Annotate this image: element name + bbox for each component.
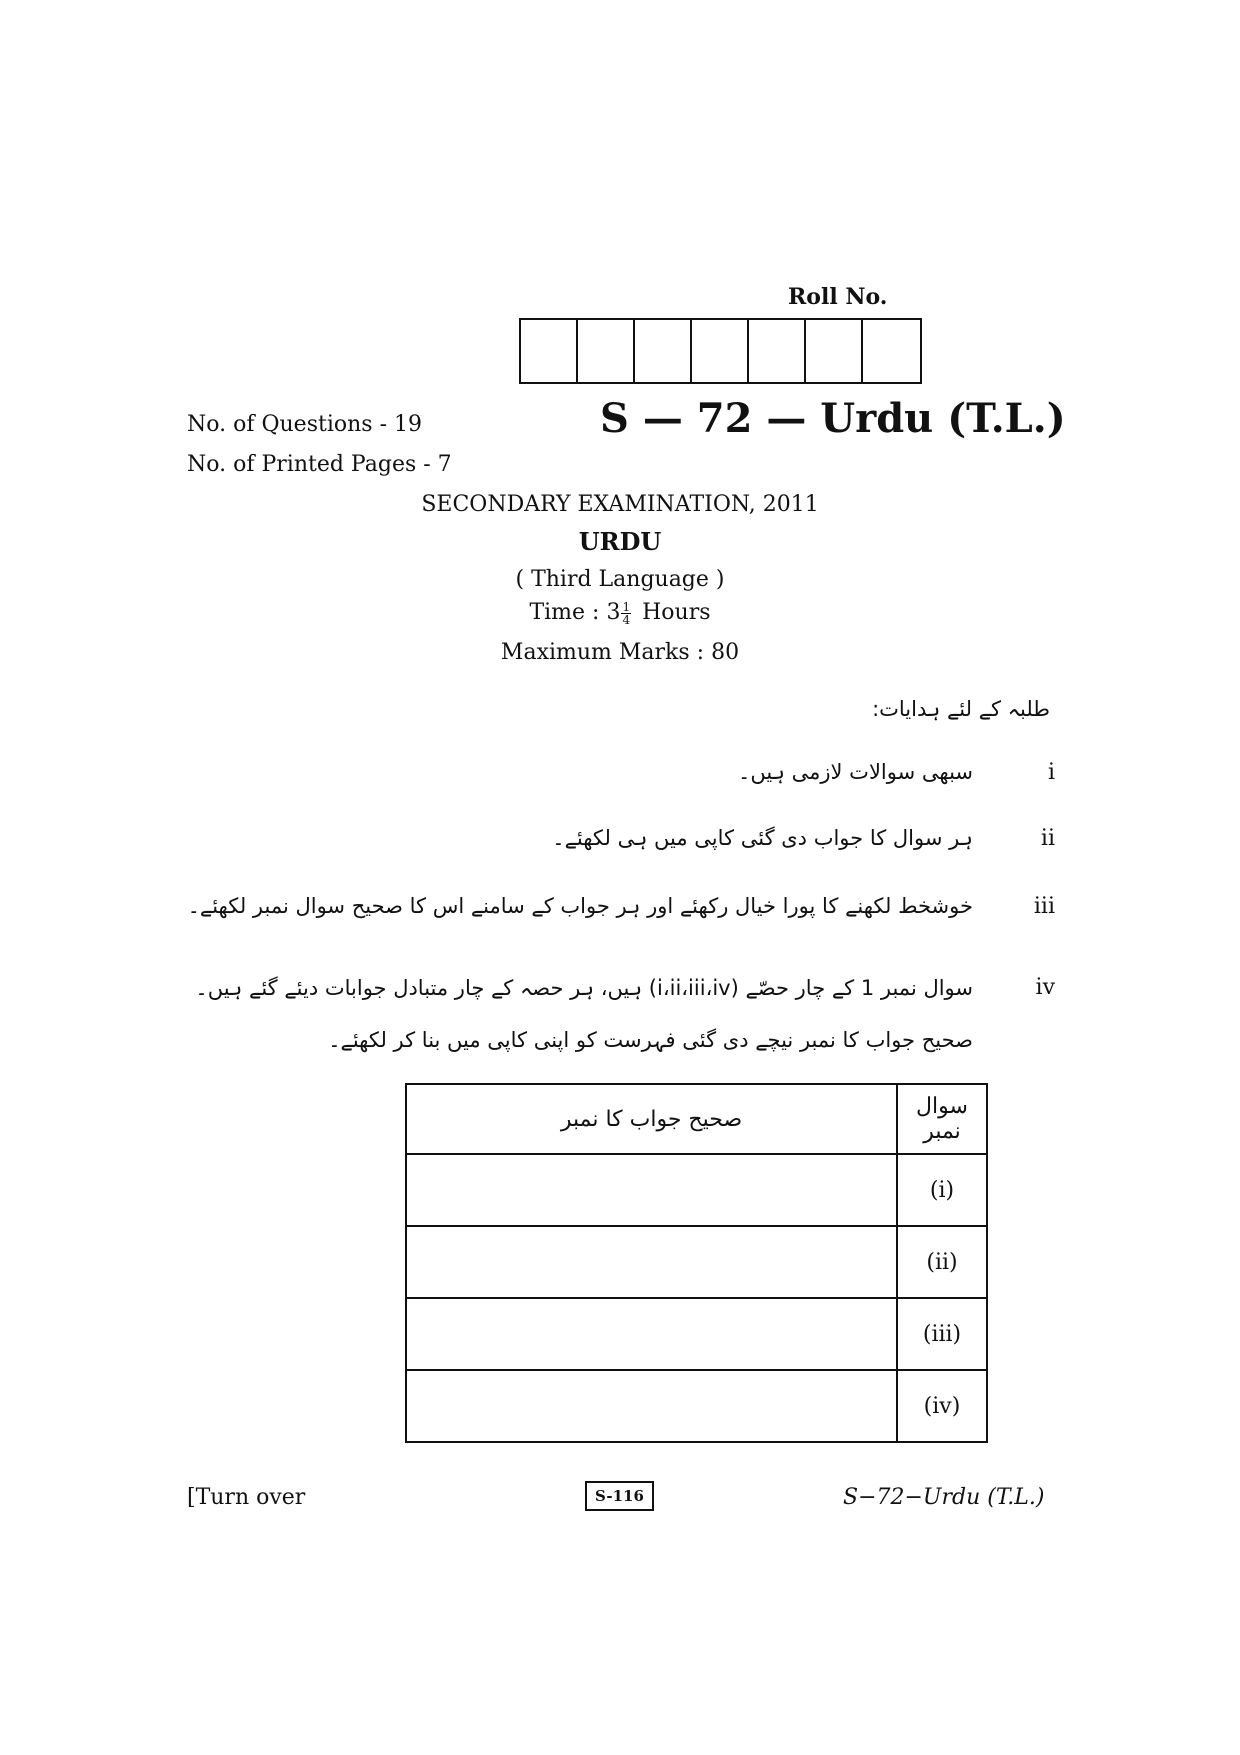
question-number-cell: (i) xyxy=(897,1154,987,1226)
roll-number-label: Roll No. xyxy=(788,284,888,310)
subject-title: URDU xyxy=(578,527,662,556)
instructions-heading: طلبہ کے لئے ہدایات: xyxy=(872,697,1050,721)
instruction-item xyxy=(185,760,1055,785)
instruction-number: iii xyxy=(1033,894,1055,919)
time-fraction xyxy=(621,601,631,626)
footer-paper-code: S−72−Urdu (T.L.) xyxy=(843,1485,1045,1510)
roll-number-box[interactable] xyxy=(749,320,806,382)
instruction-text: خوشخط لکھنے کا پورا خیال رکھئے اور ہر جواب کے سامنے اس کا صحیح سوال نمبر لکھئے۔ xyxy=(187,894,973,918)
turn-over-note: [Turn over xyxy=(187,1485,306,1510)
fraction-denominator: 4 xyxy=(622,612,631,627)
instruction-number: i xyxy=(1047,760,1055,785)
roll-number-box[interactable] xyxy=(635,320,692,382)
roll-number-box[interactable] xyxy=(863,320,920,382)
instruction-item xyxy=(185,826,1055,851)
roll-number-box[interactable] xyxy=(521,320,578,382)
answer-column-header: صحیح جواب کا نمبر xyxy=(406,1084,897,1154)
page-code-box: S-116 xyxy=(585,1481,654,1511)
question-number-cell: (iii) xyxy=(897,1298,987,1370)
instruction-text: ہر سوال کا جواب دی گئی کاپی میں ہی لکھئے۔ xyxy=(552,826,973,850)
roll-number-boxes xyxy=(519,318,922,384)
answer-cell[interactable] xyxy=(406,1154,897,1226)
table-header-row xyxy=(406,1084,987,1154)
time-suffix: Hours xyxy=(642,600,711,625)
exam-name: SECONDARY EXAMINATION, 2011 xyxy=(421,492,819,517)
instruction-number: iv xyxy=(1035,975,1055,1000)
table-row xyxy=(406,1298,987,1370)
answer-table xyxy=(405,1083,988,1443)
instruction-item xyxy=(185,894,1055,919)
time-prefix: Time : 3 xyxy=(529,600,621,625)
paper-code-title: S — 72 — Urdu (T.L.) xyxy=(600,395,1066,442)
roll-number-box[interactable] xyxy=(692,320,749,382)
number-of-questions: No. of Questions - 19 xyxy=(187,412,422,437)
instruction-number: ii xyxy=(1040,826,1055,851)
fraction-numerator: 1 xyxy=(622,599,631,614)
instruction-text: سوال نمبر 1 کے چار حصّے (i،ii،iii،iv) ہیں، ہر حصہ کے چار متبادل جوابات دیئے گئے ہیں۔ صحیح جواب کا نمبر نیچے دی گئی فہرست کو اپنی کاپی میں بنا کر لکھئے۔ xyxy=(195,976,973,1052)
answer-cell[interactable] xyxy=(406,1226,897,1298)
answer-cell[interactable] xyxy=(406,1370,897,1442)
instruction-item xyxy=(185,962,1055,1066)
instruction-text: سبھی سوالات لازمی ہیں۔ xyxy=(738,760,973,784)
roll-number-box[interactable] xyxy=(806,320,863,382)
number-of-pages: No. of Printed Pages - 7 xyxy=(187,452,452,477)
language-note: ( Third Language ) xyxy=(515,567,725,592)
question-column-header: سوال نمبر xyxy=(897,1084,987,1154)
table-row xyxy=(406,1370,987,1442)
question-number-cell: (ii) xyxy=(897,1226,987,1298)
question-number-cell: (iv) xyxy=(897,1370,987,1442)
answer-cell[interactable] xyxy=(406,1298,897,1370)
roll-number-box[interactable] xyxy=(578,320,635,382)
table-row xyxy=(406,1154,987,1226)
table-row xyxy=(406,1226,987,1298)
maximum-marks: Maximum Marks : 80 xyxy=(500,640,740,665)
exam-time xyxy=(420,600,820,626)
